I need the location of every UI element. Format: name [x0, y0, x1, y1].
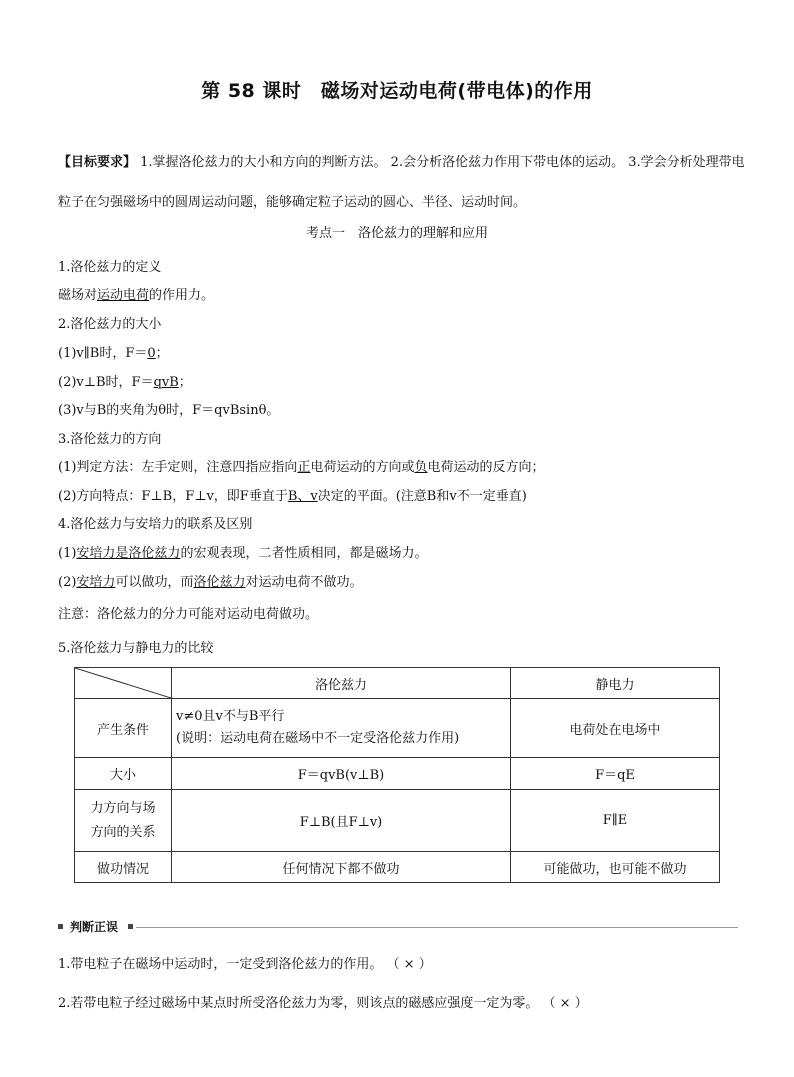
magnitude-angle: (3)v与B的夹角为θ时，F＝qvBsinθ。 [58, 403, 280, 418]
heading-direction: 3.洛伦兹力的方向 [58, 432, 162, 447]
text-span: 电荷运动的方向或 [310, 460, 415, 475]
text-span: (2) [58, 575, 77, 590]
goal-text: 1.掌握洛伦兹力的大小和方向的判断方法。 2.会分析洛伦兹力作用下带电体的运动。 3.学会分析处理带电粒子在匀强磁场中的圆周运动问题，能够确定粒子运动的圆心、半径、运动时间。 [58, 155, 745, 210]
cell-lorentz-work: 任何情况下都不做功 [172, 852, 511, 883]
table-header-electric: 静电力 [511, 668, 720, 699]
table-header-row [75, 668, 720, 699]
cell-lorentz-condition [172, 699, 511, 758]
table-row [75, 758, 720, 790]
judge-item-1: 1.带电粒子在磁场中运动时，一定受到洛伦兹力的作用。 （ × ） [58, 957, 432, 972]
section-title: 考点一 洛伦兹力的理解和应用 [305, 226, 488, 241]
text-span: 的宏观表现，二者性质相同，都是磁场力。 [180, 546, 428, 561]
judge-section-header [58, 918, 738, 936]
page-title: 第 58 课时 磁场对运动电荷(带电体)的作用 [201, 80, 593, 102]
row-label [75, 790, 172, 852]
table-corner-cell [75, 668, 172, 699]
blank-answer: 安培力是洛伦兹力 [76, 546, 181, 561]
text-span: 决定的平面。(注意B和v不一定垂直) [317, 489, 527, 504]
text-span: ； [178, 375, 192, 390]
text-span: 电荷运动的反方向； [427, 460, 545, 475]
table-row [75, 699, 720, 758]
blank-answer: B、v [287, 489, 318, 504]
table-header-lorentz: 洛伦兹力 [172, 668, 511, 699]
blank-answer: 正 [297, 460, 311, 475]
blank-answer: 安培力 [76, 575, 116, 590]
text-span: 的作用力。 [149, 288, 215, 303]
blank-answer: 0 [147, 346, 156, 361]
relation-1 [58, 545, 427, 563]
goal-label: 【目标要求】 [58, 155, 137, 170]
definition-text [58, 287, 214, 305]
direction-features [58, 488, 527, 506]
label-line-1: 力方向与场 [90, 800, 156, 816]
comparison-table [74, 667, 720, 883]
text-span: (1)判定方法：左手定则，注意四指应指向 [58, 460, 298, 475]
judge-item-2: 2.若带电粒子经过磁场中某点时所受洛伦兹力为零，则该点的磁感应强度一定为零。 （ × ） [58, 996, 588, 1011]
row-label: 大小 [75, 758, 172, 790]
direction-method [58, 459, 544, 477]
heading-relation: 4.洛伦兹力与安培力的联系及区别 [58, 517, 253, 532]
heading-magnitude: 2.洛伦兹力的大小 [58, 317, 162, 332]
heading-definition: 1.洛伦兹力的定义 [58, 260, 162, 275]
blank-answer: 洛伦兹力 [193, 575, 246, 590]
row-label: 做功情况 [75, 852, 172, 883]
text-span: (1) [58, 546, 77, 561]
blank-answer: 负 [414, 460, 428, 475]
divider-line [136, 927, 738, 928]
label-line-2: 方向的关系 [90, 824, 156, 840]
text-span: 对运动电荷不做功。 [245, 575, 363, 590]
square-bullet-icon [128, 924, 133, 929]
text-span: 磁场对 [58, 288, 98, 303]
text-span: (2)方向特点：F⊥B，F⊥v，即F垂直于 [58, 489, 288, 504]
text-span: 可以做功，而 [115, 575, 194, 590]
judge-label: 判断正误 [70, 920, 119, 934]
blank-answer: 运动电荷 [97, 288, 150, 303]
heading-comparison: 5.洛伦兹力与静电力的比较 [58, 641, 214, 656]
magnitude-perpendicular [58, 374, 192, 392]
blank-answer: qvB [153, 375, 179, 390]
goal-paragraph [58, 143, 748, 223]
text-span: (1)v∥B时，F＝ [58, 346, 148, 361]
cell-electric-condition: 电荷处在电场中 [511, 699, 720, 758]
cell-electric-magnitude: F＝qE [511, 758, 720, 790]
text-span: ； [155, 346, 169, 361]
cell-electric-direction: F∥E [511, 790, 720, 852]
row-label: 产生条件 [75, 699, 172, 758]
diagonal-line [75, 668, 171, 698]
magnitude-parallel [58, 345, 169, 363]
table-row [75, 790, 720, 852]
cell-lorentz-direction: F⊥B(且F⊥v) [172, 790, 511, 852]
cell-electric-work: 可能做功，也可能不做功 [511, 852, 720, 883]
table-row [75, 852, 720, 883]
relation-2 [58, 574, 362, 592]
condition-line-1: v≠0且v不与B平行 [176, 709, 285, 724]
text-span: (2)v⊥B时，F＝ [58, 375, 154, 390]
note-text: 注意：洛伦兹力的分力可能对运动电荷做功。 [58, 607, 319, 622]
condition-line-2: (说明：运动电荷在磁场中不一定受洛伦兹力作用) [176, 731, 460, 746]
square-bullet-icon [58, 924, 63, 929]
cell-lorentz-magnitude: F＝qvB(v⊥B) [172, 758, 511, 790]
